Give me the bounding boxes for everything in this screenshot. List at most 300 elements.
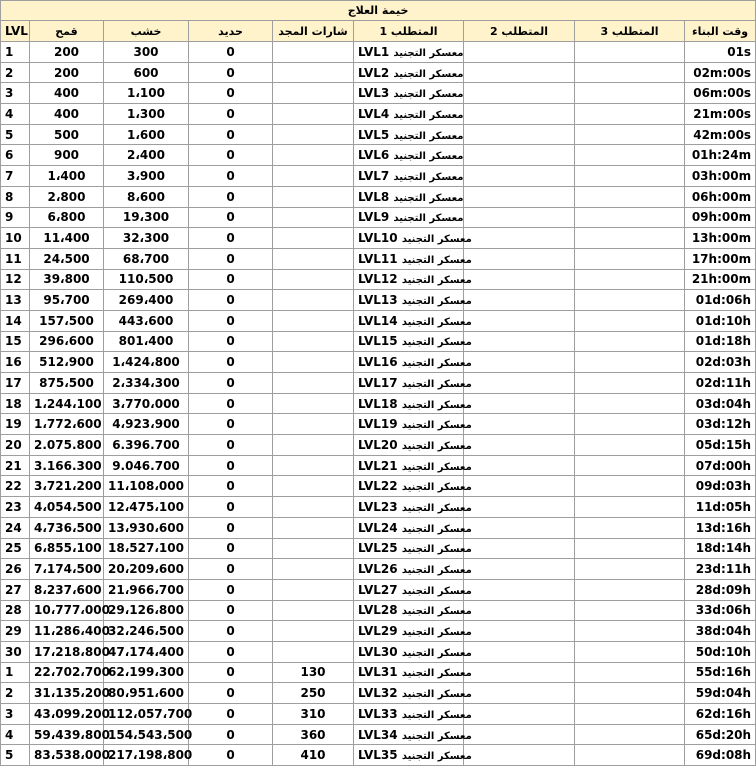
cell-lvl: 29 xyxy=(1,621,30,642)
cell-wood: 1،300 xyxy=(104,104,189,125)
cell-req3 xyxy=(575,745,685,766)
req1-building: معسكر التجنيد xyxy=(401,378,472,390)
cell-req1 xyxy=(354,517,472,538)
cell-req2 xyxy=(464,476,575,497)
cell-wheat: 43،099،200 xyxy=(30,704,104,725)
cell-lvl: 23 xyxy=(1,497,30,518)
cell-wheat: 22،702،700 xyxy=(30,662,104,683)
req1-building: معسكر التجنيد xyxy=(401,565,472,577)
cell-wood: 12،475،100 xyxy=(104,497,189,518)
cell-req2 xyxy=(464,559,575,580)
cell-req2 xyxy=(464,228,575,249)
cell-lvl: 2 xyxy=(1,683,30,704)
cell-req1 xyxy=(354,455,472,476)
table-row xyxy=(1,724,756,745)
cell-req3 xyxy=(575,145,685,166)
cell-iron: 0 xyxy=(189,83,273,104)
table-row xyxy=(1,83,756,104)
cell-wheat: 512،900 xyxy=(30,352,104,373)
cell-req1 xyxy=(354,641,472,662)
cell-req3 xyxy=(575,290,685,311)
cell-wheat: 59،439،800 xyxy=(30,724,104,745)
req1-level: LVL1 xyxy=(358,44,390,59)
cell-wheat: 3.166.300 xyxy=(30,455,104,476)
req1-level: LVL2 xyxy=(358,65,390,80)
cell-wood: 2،400 xyxy=(104,145,189,166)
cell-req1 xyxy=(354,704,472,725)
cell-glory xyxy=(273,414,354,435)
cell-req2 xyxy=(464,724,575,745)
cell-wood: 62،199،300 xyxy=(104,662,189,683)
cell-glory: 410 xyxy=(273,745,354,766)
req1-building: معسكر التجنيد xyxy=(401,399,472,411)
table-row xyxy=(1,662,756,683)
cell-req2 xyxy=(464,248,575,269)
req1-level: LVL21 xyxy=(358,458,398,473)
cell-req2 xyxy=(464,538,575,559)
cell-glory xyxy=(273,207,354,228)
cell-req1 xyxy=(354,621,472,642)
cell-wood: 1،600 xyxy=(104,124,189,145)
cell-glory xyxy=(273,83,354,104)
cell-glory xyxy=(273,104,354,125)
cell-req1 xyxy=(354,662,472,683)
req1-level: LVL11 xyxy=(358,251,398,266)
cell-wood: 2،334،300 xyxy=(104,373,189,394)
req1-building: معسكر التجنيد xyxy=(401,751,472,763)
cell-iron: 0 xyxy=(189,352,273,373)
cell-req1 xyxy=(354,579,472,600)
req1-building: معسكر التجنيد xyxy=(401,358,472,370)
cell-wood: 217،198،800 xyxy=(104,745,189,766)
cell-req2 xyxy=(464,497,575,518)
table-row xyxy=(1,538,756,559)
req1-level: LVL4 xyxy=(358,106,390,121)
cell-req3 xyxy=(575,497,685,518)
cell-wood: 19،300 xyxy=(104,207,189,228)
req1-building: معسكر التجنيد xyxy=(393,130,464,142)
cell-req1 xyxy=(354,83,464,104)
cell-iron: 0 xyxy=(189,641,273,662)
cell-time: 21m:00s xyxy=(685,104,756,125)
header-lvl: LVL xyxy=(1,21,30,42)
req1-building: معسكر التجنيد xyxy=(393,68,464,80)
cell-wood: 6.396.700 xyxy=(104,435,189,456)
cell-iron: 0 xyxy=(189,331,273,352)
cell-req3 xyxy=(575,455,685,476)
cell-iron: 0 xyxy=(189,724,273,745)
cell-wood: 110،500 xyxy=(104,269,189,290)
cell-req2 xyxy=(464,455,575,476)
table-row xyxy=(1,124,756,145)
cell-time: 18d:14h xyxy=(685,538,756,559)
header-iron: حديد xyxy=(189,21,273,42)
cell-iron: 0 xyxy=(189,145,273,166)
table-row xyxy=(1,310,756,331)
req1-level: LVL25 xyxy=(358,541,398,556)
table-row xyxy=(1,207,756,228)
req1-building: معسكر التجنيد xyxy=(401,709,472,721)
cell-wheat: 900 xyxy=(30,145,104,166)
req1-level: LVL16 xyxy=(358,355,398,370)
cell-req1 xyxy=(354,145,464,166)
cell-lvl: 13 xyxy=(1,290,30,311)
cell-wood: 1،100 xyxy=(104,83,189,104)
cell-req2 xyxy=(464,269,575,290)
cell-glory xyxy=(273,352,354,373)
req1-level: LVL6 xyxy=(358,148,390,163)
cell-lvl: 9 xyxy=(1,207,30,228)
cell-req2 xyxy=(464,517,575,538)
cell-lvl: 4 xyxy=(1,724,30,745)
title-row xyxy=(1,1,756,21)
cell-req2 xyxy=(464,579,575,600)
cell-time: 33d:06h xyxy=(685,600,756,621)
req1-level: LVL30 xyxy=(358,644,398,659)
req1-building: معسكر التجنيد xyxy=(401,502,472,514)
cell-wood: 112،057،700 xyxy=(104,704,189,725)
table-row xyxy=(1,290,756,311)
req1-level: LVL18 xyxy=(358,396,398,411)
cell-lvl: 8 xyxy=(1,186,30,207)
cell-req1 xyxy=(354,228,472,249)
cell-req3 xyxy=(575,724,685,745)
cell-time: 07d:00h xyxy=(685,455,756,476)
cell-req2 xyxy=(464,683,575,704)
cell-wood: 13،930،600 xyxy=(104,517,189,538)
cell-time: 03h:00m xyxy=(685,166,756,187)
cell-time: 01d:18h xyxy=(685,331,756,352)
req1-building: معسكر التجنيد xyxy=(401,461,472,473)
req1-building: معسكر التجنيد xyxy=(401,254,472,266)
cell-lvl: 3 xyxy=(1,83,30,104)
cell-time: 06h:00m xyxy=(685,186,756,207)
cell-req3 xyxy=(575,559,685,580)
cell-lvl: 4 xyxy=(1,104,30,125)
cell-time: 01d:10h xyxy=(685,310,756,331)
cell-lvl: 2 xyxy=(1,62,30,83)
req1-level: LVL14 xyxy=(358,313,398,328)
cell-req3 xyxy=(575,683,685,704)
cell-iron: 0 xyxy=(189,745,273,766)
cell-wood: 20،209،600 xyxy=(104,559,189,580)
table-title: خيمة العلاج xyxy=(1,1,756,21)
cell-glory xyxy=(273,435,354,456)
cell-wheat: 95،700 xyxy=(30,290,104,311)
cell-glory xyxy=(273,269,354,290)
req1-building: معسكر التجنيد xyxy=(401,730,472,742)
req1-building: معسكر التجنيد xyxy=(401,544,472,556)
cell-req3 xyxy=(575,373,685,394)
cell-glory xyxy=(273,186,354,207)
cell-iron: 0 xyxy=(189,476,273,497)
cell-wheat: 875،500 xyxy=(30,373,104,394)
req1-level: LVL23 xyxy=(358,499,398,514)
cell-time: 23d:11h xyxy=(685,559,756,580)
req1-building: معسكر التجنيد xyxy=(401,337,472,349)
cell-lvl: 14 xyxy=(1,310,30,331)
cell-glory xyxy=(273,393,354,414)
header-wheat: قمح xyxy=(30,21,104,42)
cell-req2 xyxy=(464,745,575,766)
cell-time: 21h:00m xyxy=(685,269,756,290)
req1-building: معسكر التجنيد xyxy=(401,668,472,680)
cell-req1 xyxy=(354,352,472,373)
cell-lvl: 27 xyxy=(1,579,30,600)
req1-building: معسكر التجنيد xyxy=(401,234,472,246)
cell-req3 xyxy=(575,42,685,63)
cell-lvl: 1 xyxy=(1,662,30,683)
req1-level: LVL8 xyxy=(358,189,390,204)
cell-req3 xyxy=(575,124,685,145)
cell-lvl: 1 xyxy=(1,42,30,63)
table-row xyxy=(1,269,756,290)
cell-req2 xyxy=(464,310,575,331)
table-row xyxy=(1,42,756,63)
cell-wheat: 400 xyxy=(30,83,104,104)
cell-req1 xyxy=(354,476,472,497)
cell-lvl: 30 xyxy=(1,641,30,662)
cell-lvl: 25 xyxy=(1,538,30,559)
req1-building: معسكر التجنيد xyxy=(393,171,464,183)
cell-wheat: 200 xyxy=(30,62,104,83)
cell-req2 xyxy=(464,83,575,104)
cell-time: 38d:04h xyxy=(685,621,756,642)
cell-glory: 250 xyxy=(273,683,354,704)
cell-iron: 0 xyxy=(189,228,273,249)
req1-building: معسكر التجنيد xyxy=(401,316,472,328)
cell-lvl: 5 xyxy=(1,745,30,766)
table-row xyxy=(1,186,756,207)
cell-req3 xyxy=(575,207,685,228)
cell-glory xyxy=(273,145,354,166)
req1-level: LVL15 xyxy=(358,334,398,349)
cell-wood: 600 xyxy=(104,62,189,83)
req1-level: LVL29 xyxy=(358,624,398,639)
cell-time: 03d:04h xyxy=(685,393,756,414)
cell-req1 xyxy=(354,104,464,125)
cell-time: 02d:03h xyxy=(685,352,756,373)
cell-req2 xyxy=(464,124,575,145)
cell-time: 06m:00s xyxy=(685,83,756,104)
req1-level: LVL10 xyxy=(358,231,398,246)
req1-building: معسكر التجنيد xyxy=(401,275,472,287)
cell-req3 xyxy=(575,435,685,456)
cell-req3 xyxy=(575,104,685,125)
header-wood: خشب xyxy=(104,21,189,42)
header-req2: المتطلب 2 xyxy=(464,21,575,42)
cell-glory xyxy=(273,621,354,642)
cell-time: 28d:09h xyxy=(685,579,756,600)
cell-wood: 300 xyxy=(104,42,189,63)
cell-wheat: 3،721،200 xyxy=(30,476,104,497)
cell-time: 42m:00s xyxy=(685,124,756,145)
cell-wood: 47،174،400 xyxy=(104,641,189,662)
req1-building: معسكر التجنيد xyxy=(401,647,472,659)
req1-level: LVL5 xyxy=(358,127,390,142)
cell-lvl: 22 xyxy=(1,476,30,497)
cell-req1 xyxy=(354,497,472,518)
cell-wheat: 6،800 xyxy=(30,207,104,228)
cell-time: 59d:04h xyxy=(685,683,756,704)
header-time: وقت البناء xyxy=(685,21,756,42)
req1-level: LVL27 xyxy=(358,582,398,597)
cell-wood: 154،543،500 xyxy=(104,724,189,745)
cell-wheat: 157،500 xyxy=(30,310,104,331)
req1-building: معسكر التجنيد xyxy=(393,47,464,59)
cell-glory xyxy=(273,228,354,249)
cell-time: 02m:00s xyxy=(685,62,756,83)
cell-req3 xyxy=(575,248,685,269)
cell-glory xyxy=(273,538,354,559)
cell-req3 xyxy=(575,166,685,187)
cell-glory: 360 xyxy=(273,724,354,745)
cell-iron: 0 xyxy=(189,248,273,269)
cell-req2 xyxy=(464,42,575,63)
cell-glory xyxy=(273,579,354,600)
header-glory: شارات المجد xyxy=(273,21,354,42)
cell-iron: 0 xyxy=(189,621,273,642)
req1-level: LVL24 xyxy=(358,520,398,535)
cell-req1 xyxy=(354,373,472,394)
req1-building: معسكر التجنيد xyxy=(401,523,472,535)
cell-req3 xyxy=(575,704,685,725)
cell-wheat: 7،174،500 xyxy=(30,559,104,580)
cell-lvl: 16 xyxy=(1,352,30,373)
cell-time: 02d:11h xyxy=(685,373,756,394)
cell-wood: 80،951،600 xyxy=(104,683,189,704)
cell-wheat: 11،400 xyxy=(30,228,104,249)
table-row xyxy=(1,352,756,373)
cell-req1 xyxy=(354,124,464,145)
cell-iron: 0 xyxy=(189,62,273,83)
cell-iron: 0 xyxy=(189,517,273,538)
table-row xyxy=(1,104,756,125)
cell-wheat: 2،800 xyxy=(30,186,104,207)
cell-wheat: 1،244،100 xyxy=(30,393,104,414)
cell-lvl: 11 xyxy=(1,248,30,269)
cell-lvl: 24 xyxy=(1,517,30,538)
cell-glory xyxy=(273,248,354,269)
cell-iron: 0 xyxy=(189,559,273,580)
cell-req1 xyxy=(354,683,472,704)
cell-req3 xyxy=(575,641,685,662)
req1-building: معسكر التجنيد xyxy=(401,420,472,432)
cell-lvl: 28 xyxy=(1,600,30,621)
cell-glory xyxy=(273,331,354,352)
cell-time: 62d:16h xyxy=(685,704,756,725)
cell-wood: 32،246،500 xyxy=(104,621,189,642)
cell-wood: 269،400 xyxy=(104,290,189,311)
cell-time: 13h:00m xyxy=(685,228,756,249)
table-row xyxy=(1,414,756,435)
table-row xyxy=(1,641,756,662)
cell-iron: 0 xyxy=(189,435,273,456)
cell-iron: 0 xyxy=(189,704,273,725)
req1-level: LVL32 xyxy=(358,686,398,701)
cell-req2 xyxy=(464,331,575,352)
cell-req3 xyxy=(575,331,685,352)
cell-glory xyxy=(273,455,354,476)
cell-iron: 0 xyxy=(189,290,273,311)
cell-iron: 0 xyxy=(189,662,273,683)
cell-wood: 32،300 xyxy=(104,228,189,249)
cell-time: 01s xyxy=(685,42,756,63)
cell-time: 01h:24m xyxy=(685,145,756,166)
req1-building: معسكر التجنيد xyxy=(393,109,464,121)
cell-iron: 0 xyxy=(189,600,273,621)
cell-iron: 0 xyxy=(189,42,273,63)
cell-wheat: 4،054،500 xyxy=(30,497,104,518)
cell-req1 xyxy=(354,435,472,456)
req1-level: LVL3 xyxy=(358,86,390,101)
table-row xyxy=(1,704,756,725)
cell-lvl: 7 xyxy=(1,166,30,187)
cell-glory xyxy=(273,310,354,331)
req1-building: معسكر التجنيد xyxy=(393,89,464,101)
cell-time: 05d:15h xyxy=(685,435,756,456)
cell-iron: 0 xyxy=(189,186,273,207)
cell-req1 xyxy=(354,600,472,621)
cell-req1 xyxy=(354,724,472,745)
cell-wheat: 500 xyxy=(30,124,104,145)
cell-req3 xyxy=(575,310,685,331)
cell-time: 69d:08h xyxy=(685,745,756,766)
cell-wheat: 39،800 xyxy=(30,269,104,290)
cell-wheat: 31،135،200 xyxy=(30,683,104,704)
req1-building: معسكر التجنيد xyxy=(401,585,472,597)
table-row xyxy=(1,517,756,538)
cell-req3 xyxy=(575,600,685,621)
cell-req2 xyxy=(464,145,575,166)
cell-time: 03d:12h xyxy=(685,414,756,435)
cell-req2 xyxy=(464,166,575,187)
cell-iron: 0 xyxy=(189,104,273,125)
cell-req3 xyxy=(575,579,685,600)
cell-req3 xyxy=(575,352,685,373)
cell-req3 xyxy=(575,517,685,538)
req1-level: LVL13 xyxy=(358,293,398,308)
cell-req1 xyxy=(354,559,472,580)
cell-iron: 0 xyxy=(189,579,273,600)
header-row xyxy=(1,21,756,42)
cell-wheat: 17،218،800 xyxy=(30,641,104,662)
cell-req2 xyxy=(464,704,575,725)
table-row xyxy=(1,559,756,580)
cell-wood: 68،700 xyxy=(104,248,189,269)
cell-wood: 18،527،100 xyxy=(104,538,189,559)
cell-glory xyxy=(273,476,354,497)
cell-req3 xyxy=(575,228,685,249)
cell-wheat: 6،855،100 xyxy=(30,538,104,559)
cell-glory xyxy=(273,373,354,394)
table-row xyxy=(1,228,756,249)
cell-wood: 11،108،000 xyxy=(104,476,189,497)
cell-req1 xyxy=(354,166,464,187)
header-req1: المتطلب 1 xyxy=(354,21,464,42)
cell-req2 xyxy=(464,641,575,662)
cell-glory xyxy=(273,559,354,580)
table-row xyxy=(1,745,756,766)
cell-req1 xyxy=(354,62,464,83)
cell-wheat: 4،736،500 xyxy=(30,517,104,538)
cell-glory xyxy=(273,600,354,621)
req1-building: معسكر التجنيد xyxy=(393,151,464,163)
cell-wood: 443،600 xyxy=(104,310,189,331)
cell-glory: 310 xyxy=(273,704,354,725)
cell-req3 xyxy=(575,269,685,290)
cell-iron: 0 xyxy=(189,538,273,559)
